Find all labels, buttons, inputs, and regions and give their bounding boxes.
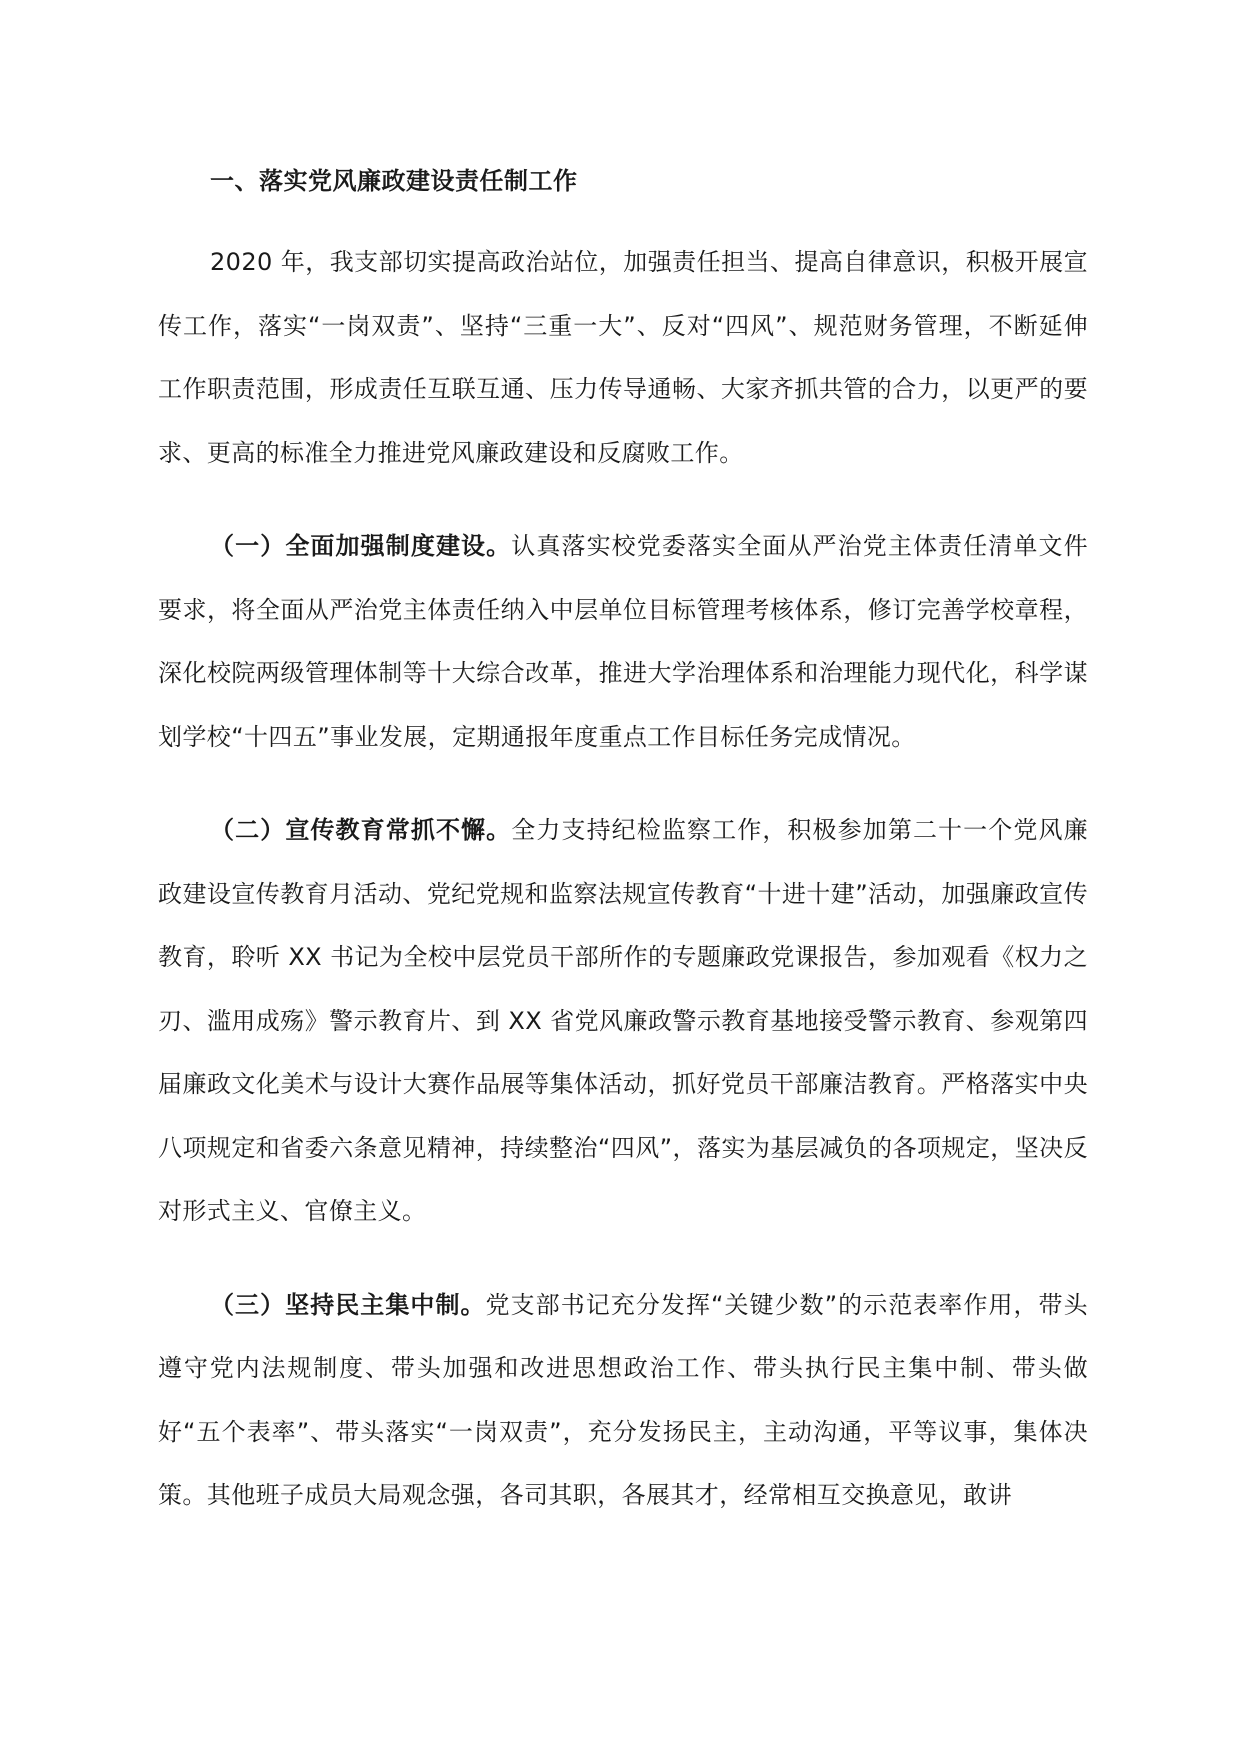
section-heading: 一、落实党风廉政建设责任制工作 — [210, 167, 578, 195]
paragraph-lead: （一）全面加强制度建设。 — [210, 532, 512, 560]
paragraph-lead: （三）坚持民主集中制。 — [210, 1290, 486, 1319]
paragraph-lead: （二）宣传教育常抓不懈。 — [210, 816, 512, 844]
paragraph-text: 全力支持纪检监察工作，积极参加第二十一个党风廉政建设宣传教育月活动、党纪党规和监察法规宣传教育“十进十建”活动，加强廉政宣传教育，聆听 XX 书记为全校中层党员干部所作的专题廉政党课报告，参加观看《权力之刃、滥用成殇》警示教育片、到 XX 省党风廉政警示教育基地接受警示教育、参观第四届廉政文化美术与设计大赛作品展等集体活动，抓好党员干部廉洁教育。严格落实中央八项规定和省委六条意见精神，持续整治“四风”，落实为基层减负的各项规定，坚决反对形式主义、官僚主义。 — [158, 816, 1088, 1225]
paragraph-text: 党支部书记充分发挥“关键少数”的示范表率作用，带头遵守党内法规制度、带头加强和改进思想政治工作、带头执行民主集中制、带头做好“五个表率”、带头落实“一岗双责”，充分发扬民主，主动沟通，平等议事，集体决策。其他班子成员大局观念强，各司其职，各展其才，经常相互交换意见，敢讲 — [158, 1290, 1088, 1509]
paragraph-text: 认真落实校党委落实全面从严治党主体责任清单文件要求，将全面从严治党主体责任纳入中层单位目标管理考核体系，修订完善学校章程，深化校院两级管理体制等十大综合改革，推进大学治理体系和治理能力现代化，科学谋划学校“十四五”事业发展，定期通报年度重点工作目标任务完成情况。 — [158, 532, 1088, 751]
paragraph-democratic-centralism — [158, 1274, 1088, 1528]
intro-paragraph: 2020 年，我支部切实提高政治站位，加强责任担当、提高自律意识，积极开展宣传工作，落实“一岗双责”、坚持“三重一大”、反对“四风”、规范财务管理，不断延伸工作职责范围，形成责任互联互通、压力传导通畅、大家齐抓共管的合力，以更严的要求、更高的标准全力推进党风廉政建设和反腐败工作。 — [158, 248, 1088, 467]
paragraph-publicity-education — [158, 799, 1088, 1244]
paragraph-institution-building — [158, 515, 1088, 769]
document-body — [158, 150, 1088, 1558]
